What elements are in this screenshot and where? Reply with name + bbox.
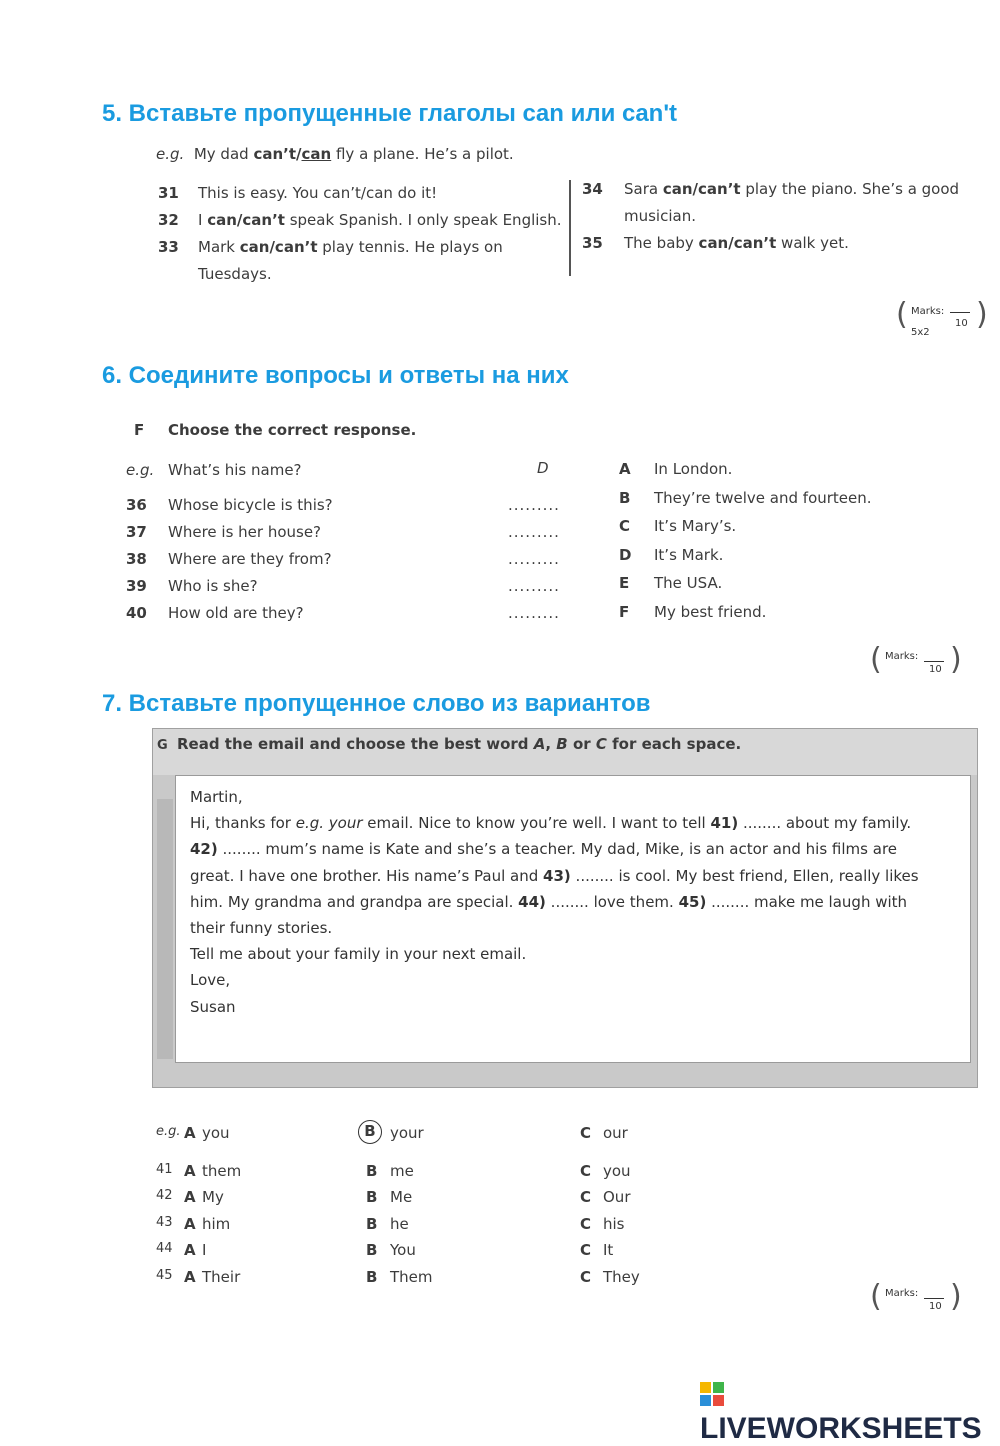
s7-option-43-b[interactable]: he <box>390 1214 409 1233</box>
s6-answer-blank-37[interactable]: ......... <box>508 523 560 541</box>
s5-column-divider <box>569 180 571 276</box>
s6-response-b: B They’re twelve and fourteen. <box>619 488 872 507</box>
email-closing: Love, <box>190 971 231 990</box>
s6-questions <box>126 496 586 631</box>
s5-example-label: e.g. <box>156 145 185 163</box>
email-line-4: him. My grandma and grandpa are special. 44) ........ love them. 45) ........ make me laugh with <box>190 892 908 911</box>
s6-response-a: A In London. <box>619 460 733 478</box>
s7-option-row-41: 41 A them B me C you <box>156 1162 631 1180</box>
s7-options <box>156 1162 716 1294</box>
email-line-5: their funny stories. <box>190 919 333 938</box>
s5-item-33-cont: Tuesdays. <box>198 265 272 283</box>
section-5-heading: 5. Вставьте пропущенные глаголы can или can't <box>102 100 678 127</box>
s5-example-pre: My dad <box>193 145 249 163</box>
s7-option-41-b[interactable]: me <box>390 1162 414 1180</box>
s6-answer-blank-39[interactable]: ......... <box>508 577 560 595</box>
email-body <box>175 775 971 1063</box>
s5-example-post: fly a plane. He’s a pilot. <box>335 145 514 163</box>
s6-example: e.g. What’s his name? <box>126 461 302 479</box>
s7-task: G Read the email and choose the best word A, B or C for each space. <box>157 735 742 753</box>
email-blank-43[interactable]: ........ is cool. My best friend, Ellen, really likes <box>570 866 919 885</box>
email-blank-44[interactable]: ........ love them. <box>545 892 679 911</box>
s5-item-32: 32 I can/can’t speak Spanish. I only speak English. <box>158 211 562 229</box>
s7-option-row-43: 43 A him B he C his <box>156 1214 625 1233</box>
email-line-1: Hi, thanks for e.g. your email. Nice to know you’re well. I want to tell 41) ........ about my family. <box>190 814 912 833</box>
s7-option-43-c[interactable]: his <box>603 1214 625 1233</box>
email-line-2: 42) ........ mum’s name is Kate and she’s a teacher. My dad, Mike, is an actor and his films are <box>190 840 898 859</box>
s7-option-44-a[interactable]: I <box>202 1241 207 1260</box>
s6-response-d: D It’s Mark. <box>619 545 724 564</box>
email-blank-45[interactable]: ........ make me laugh with <box>706 892 908 911</box>
s6-question-38: 38 Where are they from? ......... <box>126 550 560 568</box>
section-7-heading: 7. Вставьте пропущенное слово из вариантов <box>102 690 651 717</box>
s7-option-42-c[interactable]: Our <box>603 1188 631 1207</box>
s7-option-row-45: 45 A Their B Them C They <box>156 1267 640 1286</box>
s7-option-41-a[interactable]: them <box>202 1162 242 1180</box>
email-line-6: Tell me about your family in your next email. <box>190 945 527 964</box>
s6-response-c: C It’s Mary’s. <box>619 517 737 535</box>
s6-question-39: 39 Who is she? ......... <box>126 577 560 595</box>
s5-item-34-cont: musician. <box>624 207 696 225</box>
s6-marks-box: ( Marks: 10 ) <box>870 642 962 677</box>
s6-task: F Choose the correct response. <box>134 421 417 439</box>
s5-item-33: 33 Mark can/can’t play tennis. He plays on <box>158 238 503 256</box>
email-text <box>190 784 950 1020</box>
s6-question-40: 40 How old are they? ......... <box>126 604 560 622</box>
email-signature: Susan <box>190 997 236 1016</box>
s7-marks-box: ( Marks: 10 ) <box>870 1279 962 1314</box>
liveworksheets-logo[interactable] <box>700 1378 1000 1446</box>
s7-option-45-c[interactable]: They <box>603 1267 640 1286</box>
s5-example-answer: can <box>301 145 332 163</box>
s7-option-44-c[interactable]: It <box>603 1241 614 1260</box>
email-line-3: great. I have one brother. His name’s Paul and 43) ........ is cool. My best friend, Ellen, really likes <box>190 866 919 885</box>
s5-marks-box: ( Marks: 5x2 10 ) <box>896 297 988 338</box>
s5-item-34: 34 Sara can/can’t play the piano. She’s a good <box>582 180 960 198</box>
s7-option-42-a[interactable]: My <box>202 1188 224 1207</box>
liveworksheets-logo-icon <box>700 1382 724 1406</box>
s7-option-row-44: 44 A I B You C It <box>156 1241 614 1260</box>
email-blank-42[interactable]: ........ mum’s name is Kate and she’s a teacher. My dad, Mike, is an actor and his films are <box>217 840 898 859</box>
s7-option-45-a[interactable]: Their <box>202 1267 241 1286</box>
s6-answer-blank-36[interactable]: ......... <box>508 496 560 514</box>
s7-option-43-a[interactable]: him <box>202 1214 231 1233</box>
s6-answer-blank-40[interactable]: ......... <box>508 604 560 622</box>
s7-option-45-b[interactable]: Them <box>390 1267 433 1286</box>
liveworksheets-brand-text: LIVEWORKSHEETS <box>700 1412 982 1445</box>
s7-option-row-42: 42 A My B Me C Our <box>156 1188 631 1207</box>
s6-responses <box>619 460 939 631</box>
s6-question-37: 37 Where is her house? ......... <box>126 523 560 541</box>
section-6-heading: 6. Соедините вопросы и ответы на них <box>102 362 569 389</box>
s5-item-35: 35 The baby can/can’t walk yet. <box>582 234 849 252</box>
s7-example-row: e.g. A you B your C our <box>156 1122 628 1142</box>
s5-left-column <box>158 184 562 292</box>
s5-example <box>156 145 514 163</box>
s6-example-answer: D <box>537 459 549 477</box>
s5-example-opt: can’t/ <box>253 145 302 163</box>
email-blank-41[interactable]: ........ about my family. <box>738 814 912 833</box>
s7-option-42-b[interactable]: Me <box>390 1188 413 1207</box>
s7-option-41-c[interactable]: you <box>603 1162 631 1180</box>
s5-item-31: 31 This is easy. You can’t/can do it! <box>158 184 438 202</box>
email-window <box>152 728 978 1088</box>
email-greeting: Martin, <box>190 788 243 806</box>
s5-right-column <box>582 180 992 261</box>
s6-response-e: E The USA. <box>619 574 723 592</box>
s7-example-circled-b: B <box>358 1120 382 1144</box>
s6-answer-blank-38[interactable]: ......... <box>508 550 560 568</box>
s6-response-f: F My best friend. <box>619 602 767 621</box>
email-scrollbar[interactable] <box>157 799 173 1059</box>
s7-option-44-b[interactable]: You <box>390 1241 416 1260</box>
s6-question-36: 36 Whose bicycle is this? ......... <box>126 496 560 514</box>
